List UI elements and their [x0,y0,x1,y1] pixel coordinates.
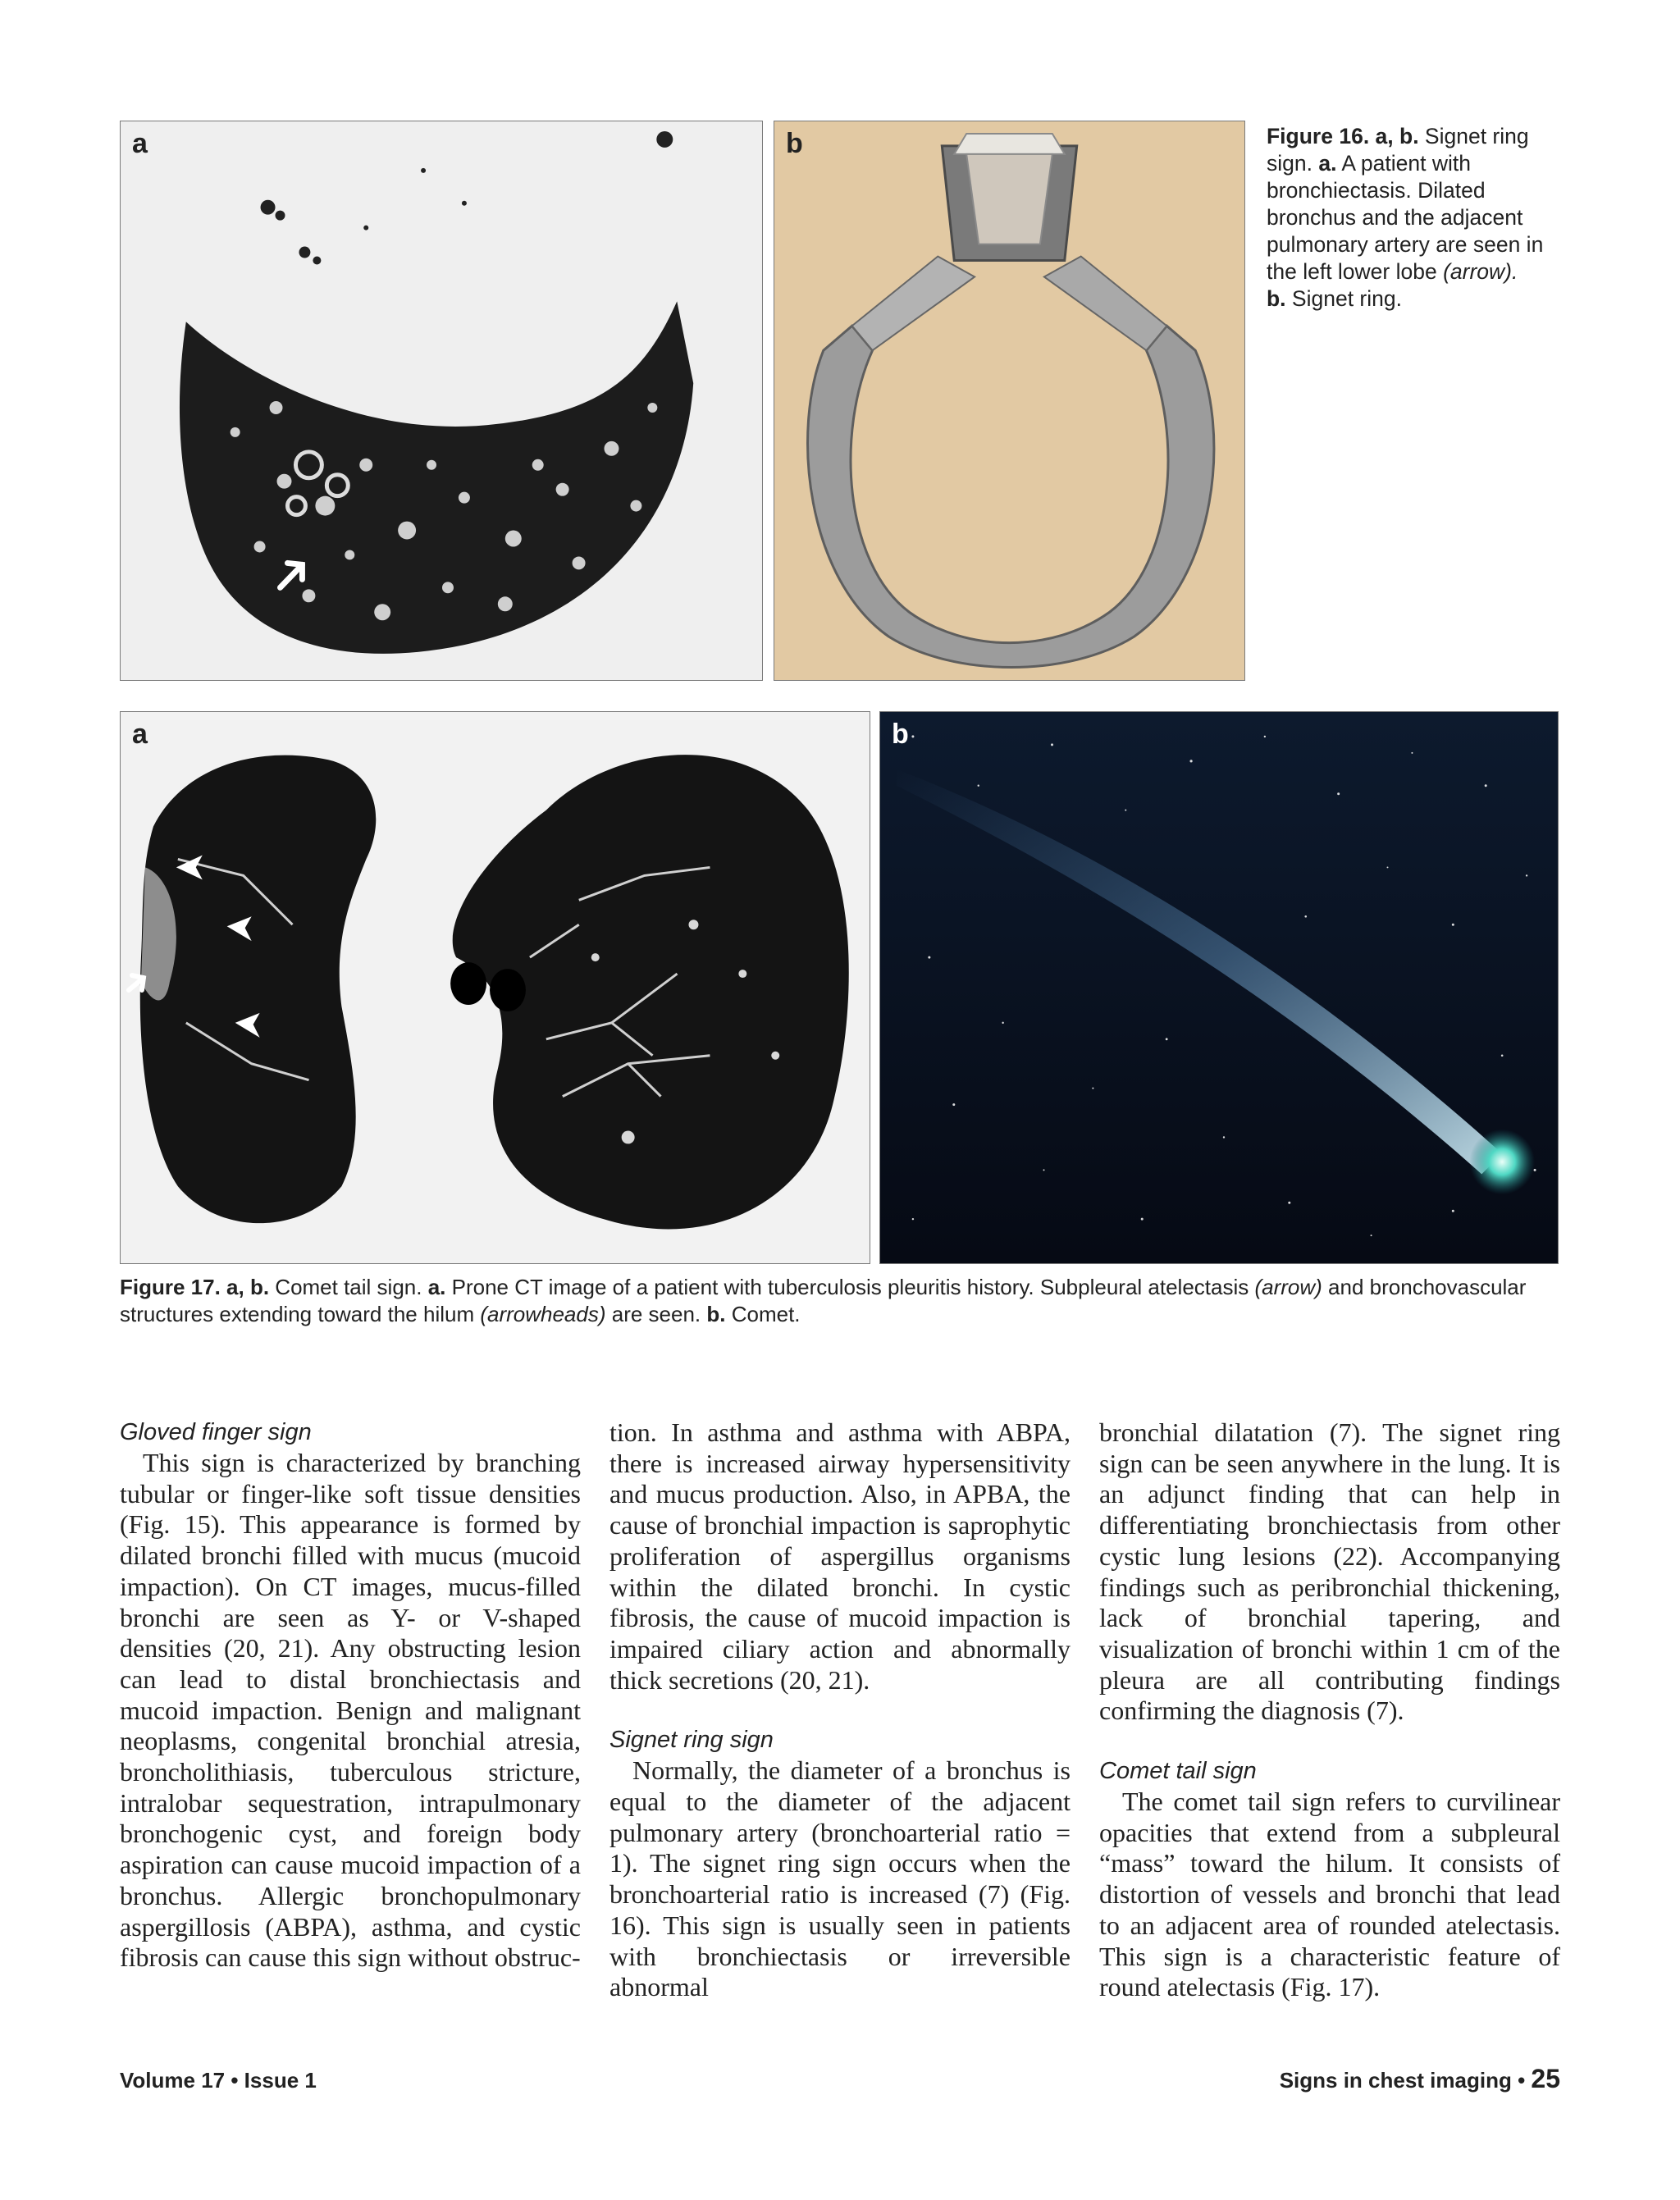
figure16-caption-text-1: Signet ring sign. [1267,124,1529,176]
figure17-caption-b: b. [706,1302,726,1326]
figure16-caption-text-2: A patient with bronchiectasis. Dilated bronchus and the adjacent pulmonary artery are seen in the left lower lobe [1267,151,1544,284]
paragraph-comet-tail: The comet tail sign refers to curvilinear opacities that extend from a subpleural “mass” toward the hilum. It consists of distortion of vessels and bronchi that lead to an adjacent area of rounded atelectasis. This sign is a characteristic feature of round atelectasis (Fig. 17). [1099,1787,1560,2002]
figure16-panel-b-label: b [786,128,803,159]
paragraph-signet-ring: Normally, the diameter of a bronchus is equal to the diameter of the adjacent pulmonary artery (bronchoarterial ratio = 1). The signet ring sign occurs when the bronchoarterial ratio is increased (7) (Fig. 16). This sign is usually seen in patients with bronchiectasis or irreversible abnormal [609,1755,1071,2002]
section-heading-gloved-finger: Gloved finger sign [120,1419,312,1445]
figure17-caption [120,1274,1564,1328]
text-column-3 [1099,1417,1560,2003]
figure16-panel-b-ring-image [774,121,1245,681]
footer-running-title-text: Signs in chest imaging • [1279,2068,1532,2093]
figure17-caption-arrowheads: (arrowheads) [480,1302,606,1326]
figure17-panel-a-label: a [132,719,148,750]
figure16-caption-text-3: Signet ring. [1285,286,1402,311]
text-column-2 [609,1417,1071,2003]
figure17-panel-a-ct-image [120,711,870,1264]
figure16-panel-a-label: a [132,128,148,159]
figure17-panel-b-label: b [892,719,909,750]
figure16-caption-arrow: (arrow). [1443,259,1518,284]
figure17-caption-text-3: and bronchovascular structures extending toward the hilum [120,1275,1527,1326]
paragraph-signet-ring-continuation: bronchial dilatation (7). The signet ring sign can be seen anywhere in the lung. It is an adjunct finding that can help in differentiating bronchiectasis from other cystic lung lesions (22). Accompanying findings such as peribronchial thickening, lack of bronchial tapering, and visualization of bronchi within 1 cm of the pleura are all contributing findings confirming the diagnosis (7). [1099,1417,1560,1726]
paragraph-gloved-finger: This sign is characterized by branching tubular or finger-like soft tissue densities (Fig. 15). This appearance is formed by dilated bronchi filled with mucus (mucoid impaction). On CT images, mucus-filled bronchi are seen as Y- or V-shaped densities (20, 21). Any obstructing lesion can lead to distal bronchiectasis and mucoid impaction. Benign and malignant neoplasms, congenital bronchial atresia, broncholithiasis, tuberculous stricture, intralobar sequestration, intrapulmonary bronchogenic cyst, and foreign body aspiration can cause mucoid impaction of a bronchus. Allergic bronchopulmonary aspergillosis (ABPA), asthma, and cystic fibrosis can cause this sign without obstruc- [120,1448,581,1973]
figure17-caption-text-5: Comet. [725,1302,801,1326]
footer-volume-issue: Volume 17 • Issue 1 [120,2068,317,2093]
text-column-1 [120,1417,581,1974]
figure17-caption-title: Figure 17. a, b. [120,1275,270,1299]
page-number: 25 [1531,2064,1560,2093]
section-heading-signet-ring: Signet ring sign [609,1727,774,1754]
figure16-caption [1267,123,1568,313]
figure17-caption-text-4: are seen. [605,1302,707,1326]
figure17-panel-b-comet-image [879,711,1559,1264]
section-heading-comet-tail: Comet tail sign [1099,1758,1257,1785]
figure17-caption-a: a. [427,1275,446,1299]
figure16-caption-title: Figure 16. a, b. [1267,124,1419,148]
figure17-caption-arrow: (arrow) [1254,1275,1322,1299]
paragraph-asthma-continuation: tion. In asthma and asthma with ABPA, there is increased airway hypersensitivity and mucus production. Also, in APBA, the cause of bronchial impaction is saprophytic proliferation of aspergillus organisms within the dilated bronchi. In cystic fibrosis, the cause of mucoid impaction is impaired ciliary action and abnormally thick secretions (20, 21). [609,1417,1071,1695]
footer-running-title [1280,2064,1560,2094]
figure16-panel-a-ct-image [120,121,763,681]
figure17-caption-text-1: Comet tail sign. [269,1275,428,1299]
figure17-caption-text-2: Prone CT image of a patient with tuberculosis pleuritis history. Subpleural atelectasis [445,1275,1255,1299]
figure16-caption-b: b. [1267,286,1286,311]
figure16-caption-a: a. [1318,151,1337,176]
